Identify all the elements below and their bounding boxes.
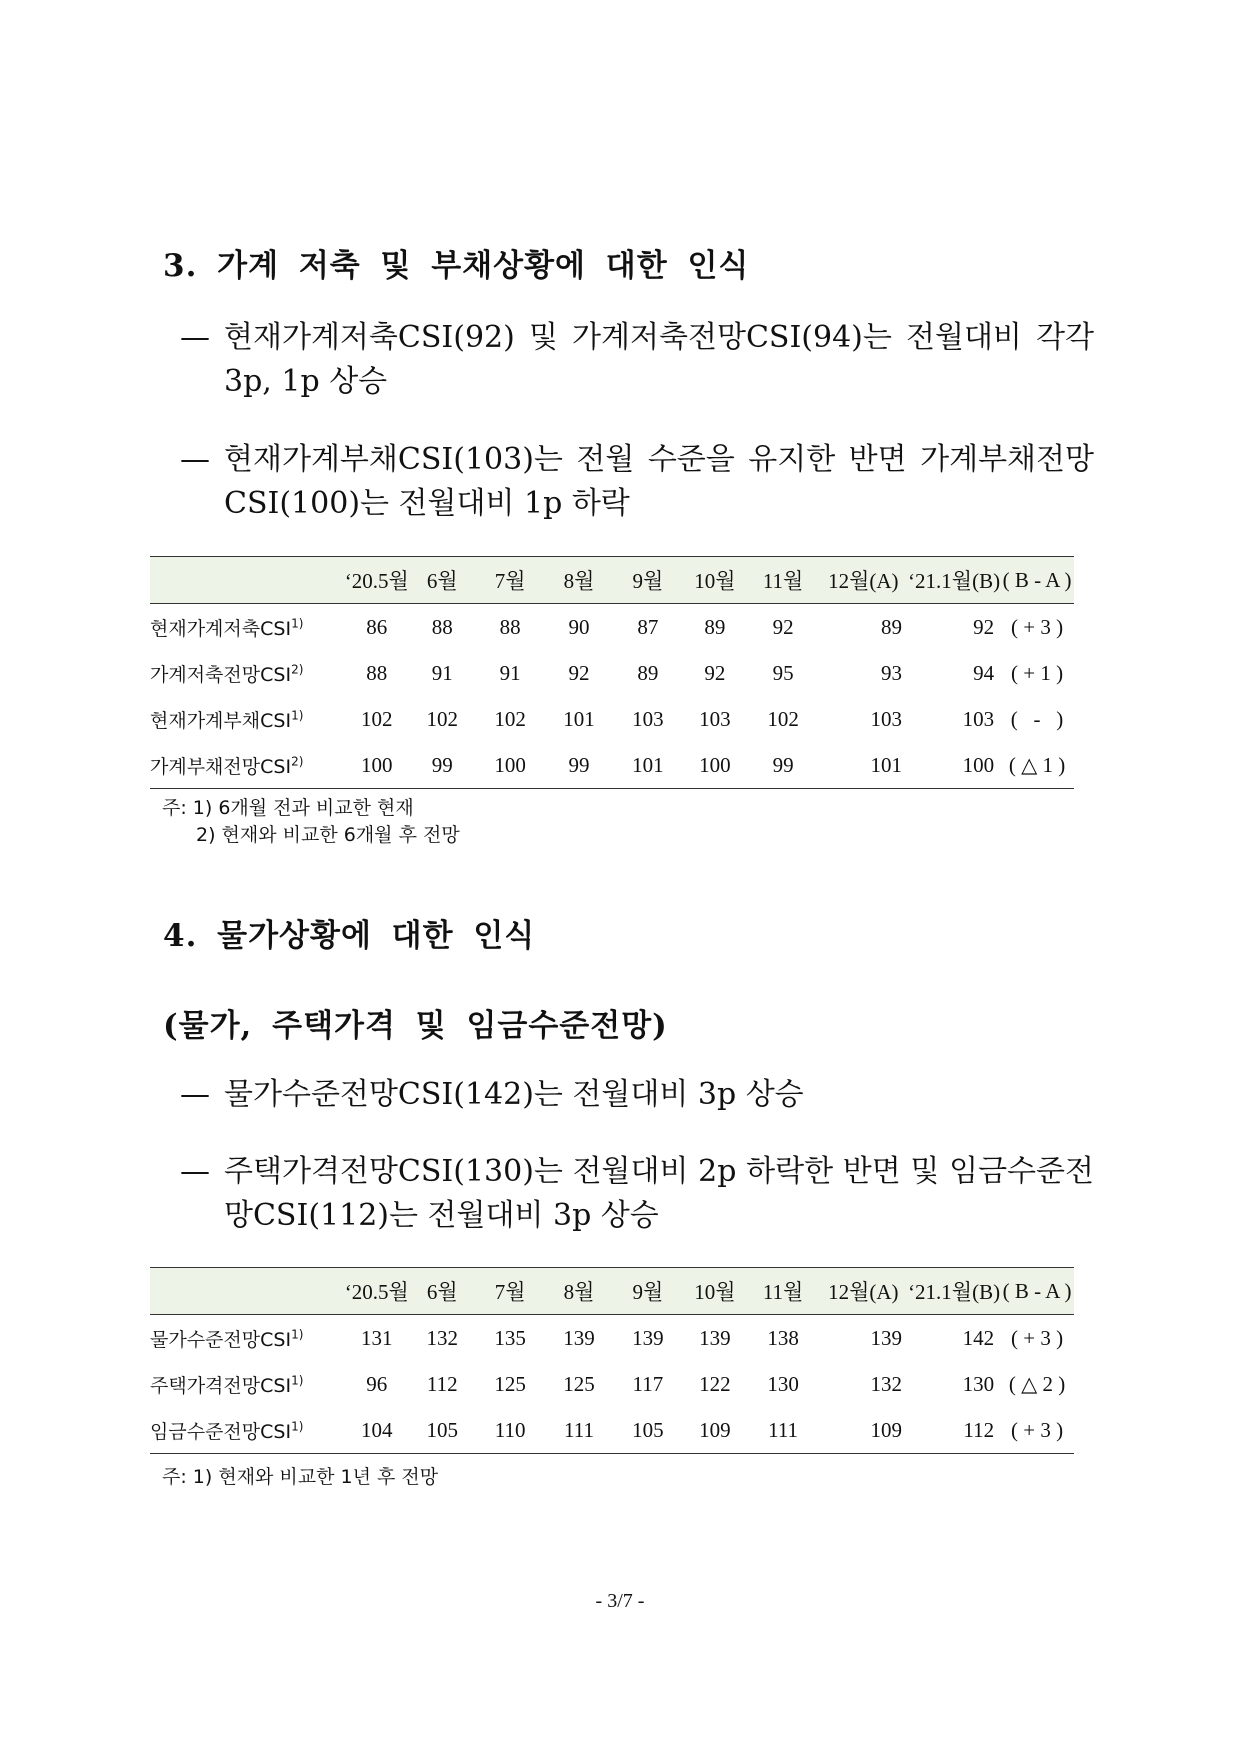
table-row bbox=[150, 1315, 1074, 1362]
row-label bbox=[150, 604, 345, 651]
table-cell: 125 bbox=[494, 1371, 526, 1396]
header-cell: 7월 bbox=[476, 1268, 545, 1315]
table-cell: 89 bbox=[704, 614, 726, 639]
table-cell: 103 bbox=[699, 706, 731, 731]
table-cell: 92 bbox=[772, 614, 794, 639]
table-cell: 104 bbox=[345, 1407, 409, 1454]
header-cell: 12월(A) bbox=[819, 1268, 908, 1315]
table-cell: 112 bbox=[908, 1407, 1000, 1454]
table-cell: 89 bbox=[637, 660, 659, 685]
section-4-heading: 4. 물가상황에 대한 인식 bbox=[163, 918, 536, 954]
bullet-dash: — bbox=[180, 1077, 210, 1112]
table-cell: 103 bbox=[870, 706, 903, 731]
bullet-dash: — bbox=[180, 320, 210, 355]
row-label bbox=[150, 650, 345, 696]
table-cell: 102 bbox=[767, 706, 799, 731]
header-cell: 10월 bbox=[682, 557, 747, 604]
header-cell bbox=[150, 557, 345, 604]
row-label-text: 현재가계부채CSI bbox=[150, 709, 292, 732]
header-cell bbox=[150, 1268, 345, 1315]
table-cell: 103 bbox=[632, 706, 664, 731]
table-cell: 132 bbox=[870, 1371, 903, 1396]
table-cell: 89 bbox=[881, 614, 903, 639]
table-cell: 88 bbox=[366, 660, 388, 685]
bullet-dash: — bbox=[180, 442, 210, 477]
table-cell: 105 bbox=[613, 1407, 682, 1454]
footnote-marker: 1) bbox=[291, 616, 304, 631]
table-cell: 111 bbox=[545, 1407, 614, 1454]
row-label bbox=[150, 742, 345, 789]
table-cell: 93 bbox=[881, 660, 903, 685]
header-cell: 9월 bbox=[613, 1268, 682, 1315]
row-label-text: 현재가계저축CSI bbox=[150, 617, 292, 640]
footnote-marker: 1) bbox=[291, 708, 304, 723]
bullet-line: 망CSI(112)는 전월대비 3p 상승 bbox=[224, 1198, 659, 1233]
table-row bbox=[150, 650, 1074, 696]
table-cell: 86 bbox=[366, 614, 388, 639]
table-cell: 100 bbox=[345, 742, 409, 789]
header-cell: 6월 bbox=[409, 1268, 476, 1315]
diff-cell: ( + 1 ) bbox=[1010, 660, 1064, 685]
bullet-line: 주택가격전망CSI(130)는 전월대비 2p 하락한 반면 및 임금수준전 bbox=[224, 1154, 1094, 1189]
table-cell: 109 bbox=[819, 1407, 908, 1454]
header-cell: 8월 bbox=[545, 557, 614, 604]
table-cell: 101 bbox=[563, 706, 595, 731]
section-4-bullet-2 bbox=[180, 1150, 1095, 1238]
table-header-row bbox=[150, 1268, 1074, 1315]
table-cell: 87 bbox=[637, 614, 659, 639]
header-cell: 9월 bbox=[613, 557, 682, 604]
table-cell: 139 bbox=[563, 1325, 595, 1350]
header-cell: ‘21.1월(B) bbox=[908, 1268, 1000, 1315]
table-note: 2) 현재와 비교한 6개월 후 전망 bbox=[196, 824, 460, 846]
diff-cell: ( △ 1 ) bbox=[1000, 742, 1074, 789]
section-4-subheading: (물가, 주택가격 및 임금수준전망) bbox=[163, 1008, 668, 1044]
savings-debt-csi-table bbox=[150, 556, 1074, 789]
table-cell: 92 bbox=[704, 660, 726, 685]
table-cell: 96 bbox=[366, 1371, 388, 1396]
table-cell: 95 bbox=[772, 660, 794, 685]
row-label bbox=[150, 1315, 345, 1362]
table-cell: 110 bbox=[476, 1407, 545, 1454]
table-note: 주: 1) 6개월 전과 비교한 현재 bbox=[162, 797, 414, 819]
table-cell: 139 bbox=[699, 1325, 731, 1350]
table-note: 주: 1) 현재와 비교한 1년 후 전망 bbox=[162, 1466, 439, 1488]
table-cell: 130 bbox=[962, 1371, 995, 1396]
table-cell: 102 bbox=[426, 706, 458, 731]
header-cell: ‘21.1월(B) bbox=[908, 557, 1000, 604]
table-cell: 111 bbox=[748, 1407, 819, 1454]
table-cell: 101 bbox=[613, 742, 682, 789]
header-cell: 6월 bbox=[409, 557, 476, 604]
row-label bbox=[150, 1361, 345, 1407]
table-cell: 139 bbox=[632, 1325, 664, 1350]
footnote-marker: 1) bbox=[291, 1419, 304, 1434]
header-cell: ( B - A ) bbox=[1000, 557, 1074, 604]
table-cell: 105 bbox=[409, 1407, 476, 1454]
table-row bbox=[150, 696, 1074, 742]
row-label bbox=[150, 1407, 345, 1454]
footnote-marker: 1) bbox=[291, 1327, 304, 1342]
section-3-bullet-1 bbox=[180, 316, 1095, 404]
header-cell: 11월 bbox=[748, 1268, 819, 1315]
row-label bbox=[150, 696, 345, 742]
section-4-bullet-1 bbox=[180, 1073, 1095, 1117]
row-label-text: 가계부채전망CSI bbox=[150, 755, 292, 778]
bullet-line: 물가수준전망CSI(142)는 전월대비 3p 상승 bbox=[224, 1077, 804, 1112]
table-cell: 125 bbox=[563, 1371, 595, 1396]
table-cell: 99 bbox=[545, 742, 614, 789]
diff-cell: ( - ) bbox=[1010, 706, 1064, 731]
table-cell: 100 bbox=[682, 742, 747, 789]
table-cell: 109 bbox=[682, 1407, 747, 1454]
table-header-row bbox=[150, 557, 1074, 604]
header-cell: 11월 bbox=[748, 557, 819, 604]
table-cell: 142 bbox=[962, 1325, 995, 1350]
table-cell: 101 bbox=[819, 742, 908, 789]
table-cell: 132 bbox=[426, 1325, 458, 1350]
row-label-text: 가계저축전망CSI bbox=[150, 663, 292, 686]
header-cell: 12월(A) bbox=[819, 557, 908, 604]
table-cell: 135 bbox=[494, 1325, 526, 1350]
table-cell: 131 bbox=[361, 1325, 393, 1350]
table-cell: 91 bbox=[499, 660, 521, 685]
header-cell: 8월 bbox=[545, 1268, 614, 1315]
table-cell: 100 bbox=[476, 742, 545, 789]
diff-cell: ( + 3 ) bbox=[1010, 1325, 1064, 1350]
table-row bbox=[150, 1361, 1074, 1407]
row-label-text: 주택가격전망CSI bbox=[150, 1374, 292, 1397]
table-cell: 139 bbox=[870, 1325, 903, 1350]
row-label-text: 물가수준전망CSI bbox=[150, 1328, 292, 1351]
table-cell: 94 bbox=[973, 660, 995, 685]
table-cell: 92 bbox=[973, 614, 995, 639]
table-row bbox=[150, 604, 1074, 651]
section-3-bullet-2 bbox=[180, 438, 1095, 526]
diff-cell: ( + 3 ) bbox=[1000, 1407, 1074, 1454]
table-row bbox=[150, 1407, 1074, 1454]
diff-cell: ( + 3 ) bbox=[1010, 614, 1064, 639]
table-cell: 99 bbox=[748, 742, 819, 789]
footnote-marker: 2) bbox=[291, 754, 304, 769]
table-cell: 138 bbox=[767, 1325, 799, 1350]
table-cell: 92 bbox=[568, 660, 590, 685]
bullet-line: CSI(100)는 전월대비 1p 하락 bbox=[224, 486, 630, 521]
table-cell: 102 bbox=[361, 706, 393, 731]
diff-cell: ( △ 2 ) bbox=[1008, 1371, 1066, 1396]
header-cell: ‘20.5월 bbox=[345, 557, 409, 604]
table-cell: 91 bbox=[431, 660, 453, 685]
table-cell: 100 bbox=[908, 742, 1000, 789]
bullet-dash: — bbox=[180, 1154, 210, 1189]
footnote-marker: 1) bbox=[291, 1373, 304, 1388]
table-cell: 88 bbox=[431, 614, 453, 639]
table-cell: 99 bbox=[409, 742, 476, 789]
table-cell: 112 bbox=[426, 1371, 458, 1396]
row-label-text: 임금수준전망CSI bbox=[150, 1420, 292, 1443]
table-cell: 122 bbox=[699, 1371, 731, 1396]
section-3-heading: 3. 가계 저축 및 부채상황에 대한 인식 bbox=[163, 248, 750, 284]
table-row bbox=[150, 742, 1074, 789]
footnote-marker: 2) bbox=[291, 662, 304, 677]
header-cell: ( B - A ) bbox=[1000, 1268, 1074, 1315]
table-cell: 103 bbox=[962, 706, 995, 731]
table-cell: 102 bbox=[494, 706, 526, 731]
header-cell: ‘20.5월 bbox=[345, 1268, 409, 1315]
bullet-line: 3p, 1p 상승 bbox=[224, 364, 388, 399]
table-cell: 117 bbox=[632, 1371, 664, 1396]
bullet-line: 현재가계부채CSI(103)는 전월 수준을 유지한 반면 가계부채전망 bbox=[224, 442, 1094, 477]
header-cell: 10월 bbox=[682, 1268, 747, 1315]
price-expectation-csi-table bbox=[150, 1267, 1074, 1454]
header-cell: 7월 bbox=[476, 557, 545, 604]
table-cell: 90 bbox=[568, 614, 590, 639]
table-cell: 130 bbox=[767, 1371, 799, 1396]
table-cell: 88 bbox=[499, 614, 521, 639]
page-number: - 3/7 - bbox=[595, 1590, 645, 1612]
bullet-line: 현재가계저축CSI(92) 및 가계저축전망CSI(94)는 전월대비 각각 bbox=[224, 320, 1094, 355]
